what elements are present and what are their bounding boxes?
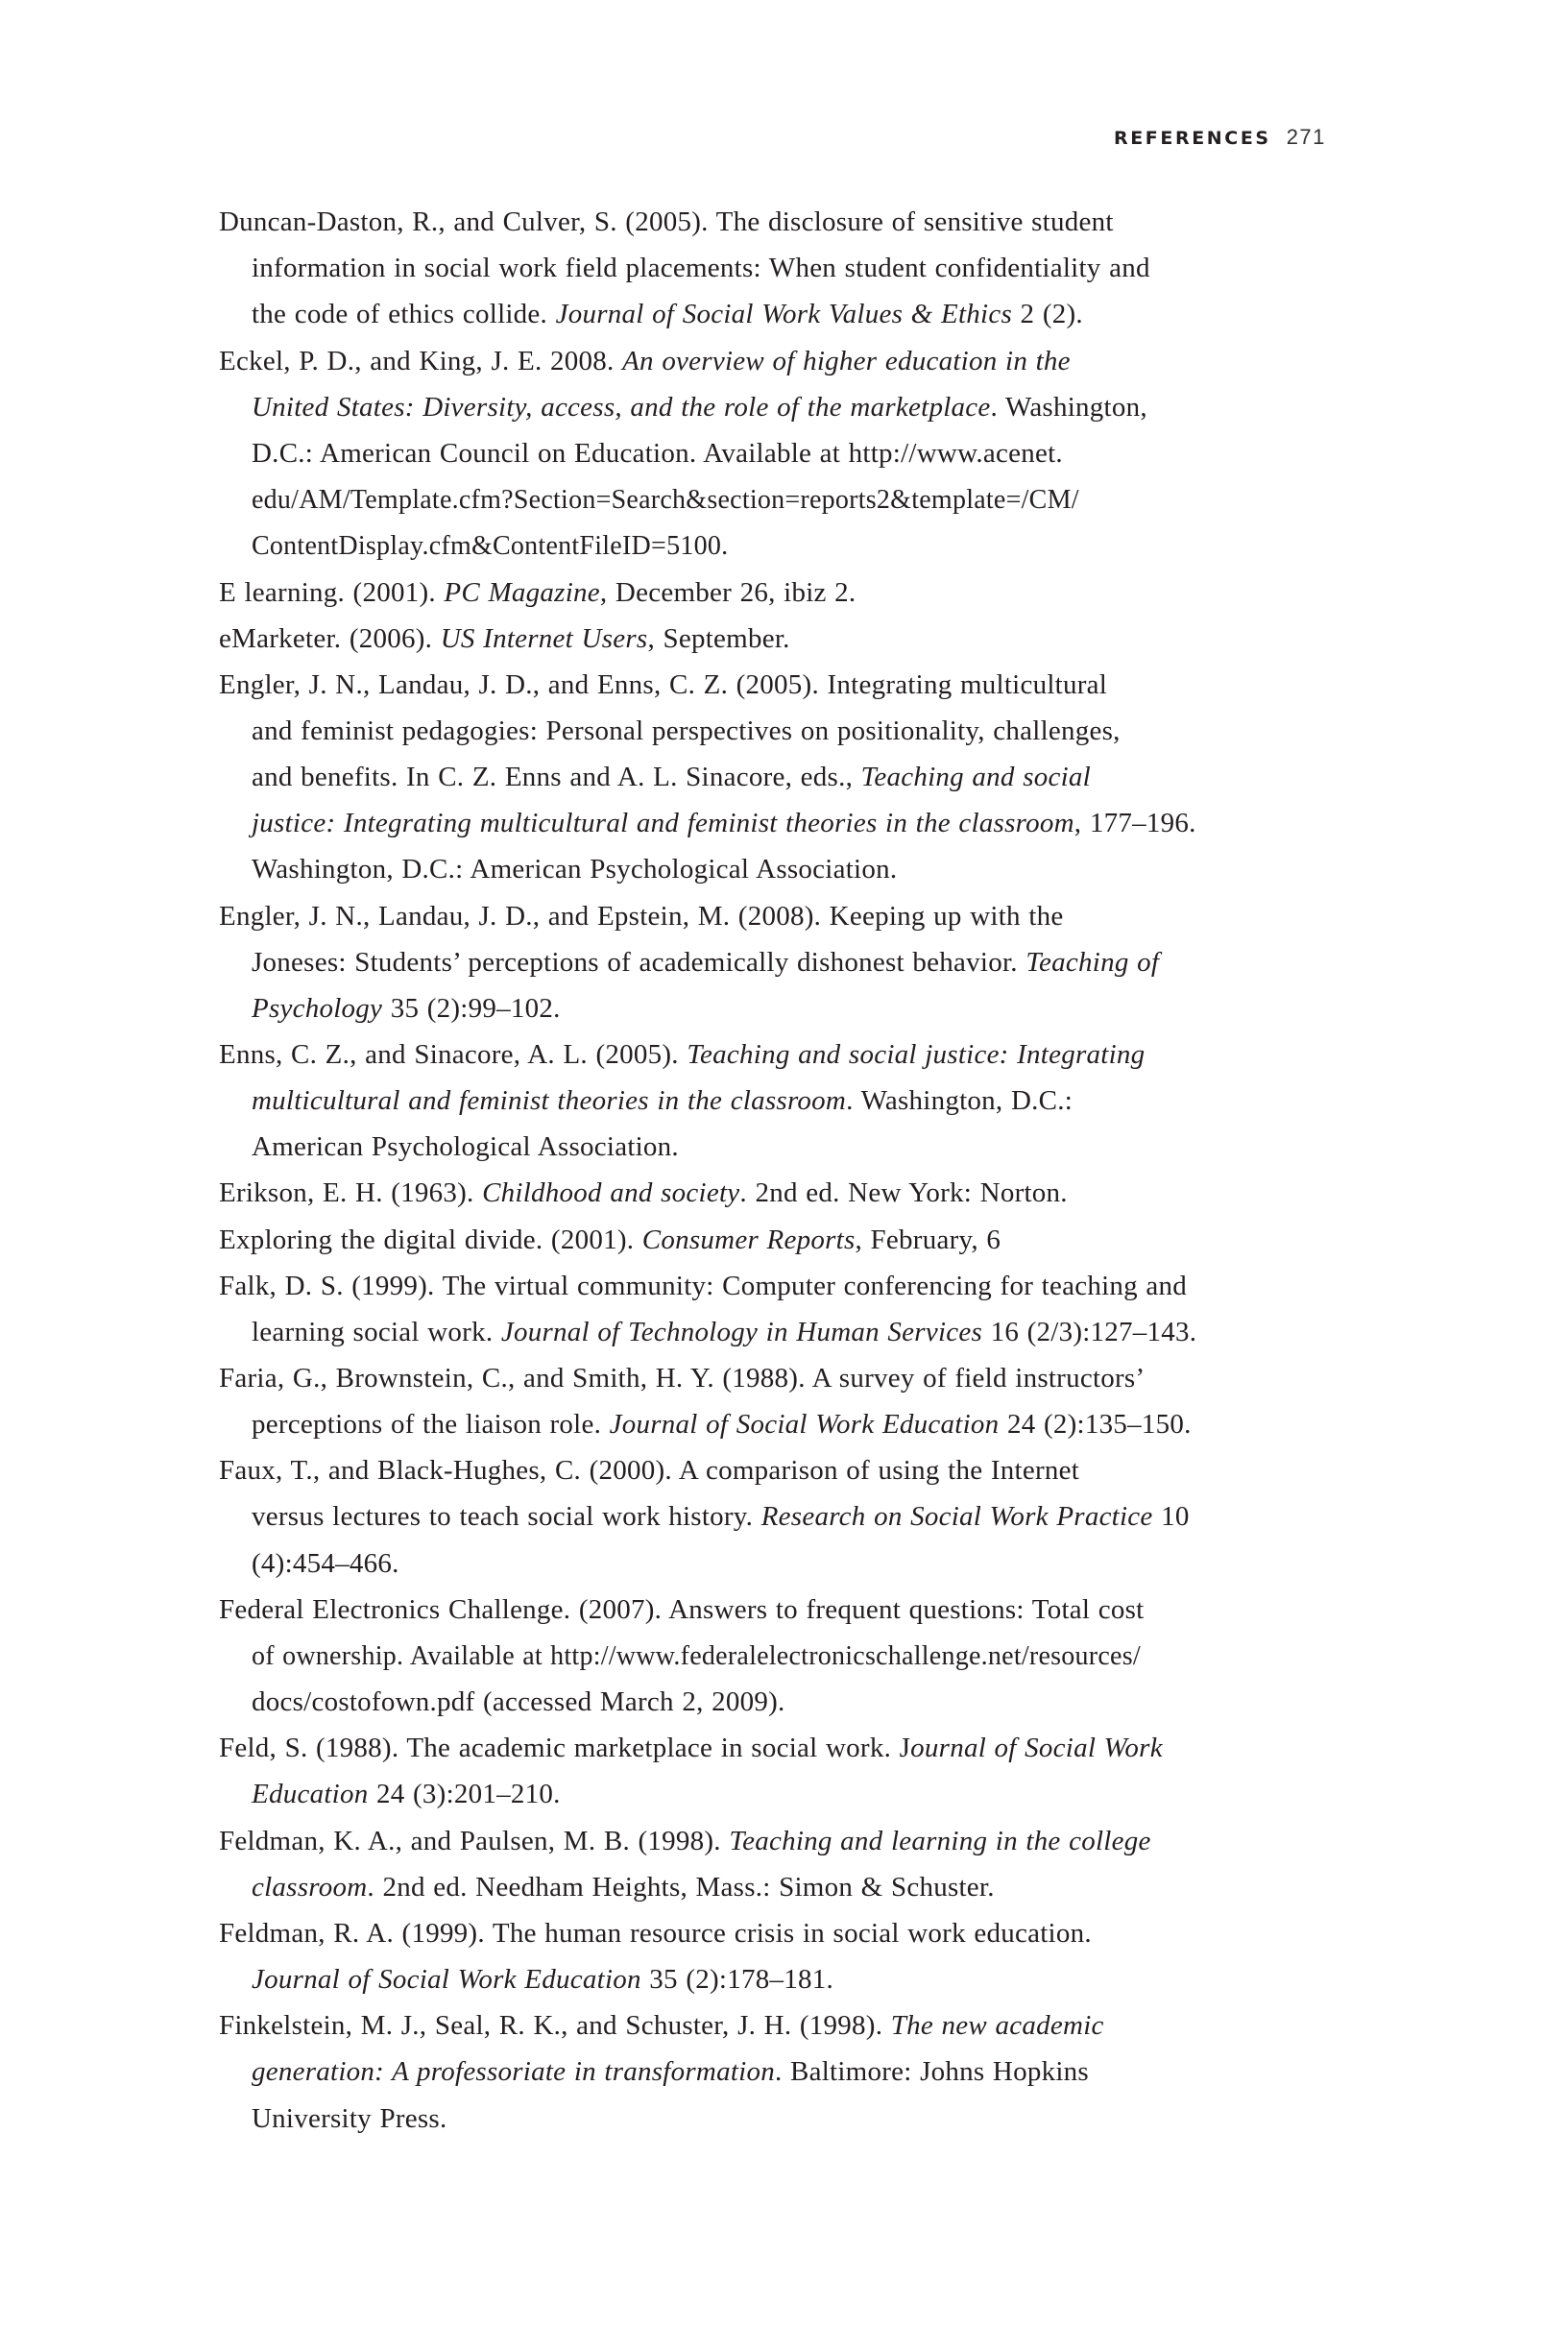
reference-line: perceptions of the liaison role. Journal of Social Work Education 24 (2):135–150. — [252, 1410, 1192, 1440]
reference-line: Erikson, E. H. (1963). Childhood and society. 2nd ed. New York: Norton. — [219, 1178, 1068, 1208]
reference-line: Education 24 (3):201–210. — [252, 1780, 561, 1809]
reference-line: Faux, T., and Black-Hughes, C. (2000). A comparison of using the Internet — [219, 1456, 1080, 1486]
reference-line: information in social work field placements: When student confidentiality and — [252, 254, 1150, 283]
journal-title: Education — [252, 1780, 369, 1809]
reference-line — [252, 523, 728, 570]
reference-line: Federal Electronics Challenge. (2007). Answers to frequent questions: Total cost — [219, 1595, 1145, 1625]
reference-line: (4):454–466. — [252, 1549, 399, 1579]
reference-line: Falk, D. S. (1999). The virtual community: Computer conferencing for teaching and — [219, 1272, 1188, 1301]
book-title: The new academic — [890, 2011, 1104, 2041]
url-text: ContentDisplay.cfm&ContentFileID=5100. — [252, 531, 729, 561]
reference-line: American Psychological Association. — [252, 1132, 679, 1162]
journal-title: ournal of Social Work — [910, 1734, 1163, 1763]
reference-line: Feldman, K. A., and Paulsen, M. B. (1998). Teaching and learning in the college — [219, 1827, 1151, 1856]
reference-line — [252, 431, 1063, 477]
book-title: generation: A professoriate in transformation — [252, 2057, 775, 2087]
book-title: classroom — [252, 1873, 368, 1903]
journal-title: Psychology — [252, 994, 383, 1024]
reference-line — [252, 477, 1079, 523]
reference-line: Journal of Social Work Education 35 (2):178–181. — [252, 1965, 833, 1995]
reference-line: docs/costofown.pdf (accessed March 2, 2009). — [252, 1687, 785, 1717]
reference-line: Exploring the digital divide. (2001). Consumer Reports, February, 6 — [219, 1225, 1001, 1255]
reference-line: Psychology 35 (2):99–102. — [252, 994, 561, 1024]
reference-line: Faria, G., Brownstein, C., and Smith, H. Y. (1988). A survey of field instructors’ — [219, 1364, 1146, 1394]
book-title: Teaching and learning in the college — [729, 1827, 1151, 1856]
reference-line: the code of ethics collide. Journal of Social Work Values & Ethics 2 (2). — [252, 300, 1083, 329]
reference-line: and feminist pedagogies: Personal perspectives on positionality, challenges, — [252, 716, 1121, 746]
reference-line: Finkelstein, M. J., Seal, R. K., and Schuster, J. H. (1998). The new academic — [219, 2011, 1104, 2041]
journal-title: Journal of Social Work Education — [609, 1410, 1000, 1440]
reference-line: Washington, D.C.: American Psychological Association. — [252, 855, 898, 885]
reference-line: learning social work. Journal of Technology in Human Services 16 (2/3):127–143. — [252, 1318, 1197, 1347]
reference-line: University Press. — [252, 2104, 447, 2134]
reference-line: Eckel, P. D., and King, J. E. 2008. An overview of higher education in the — [219, 347, 1071, 376]
reference-line: E learning. (2001). PC Magazine, December 26, ibiz 2. — [219, 578, 856, 608]
book-title: Teaching and social — [860, 763, 1091, 792]
reference-line: generation: A professoriate in transformation. Baltimore: Johns Hopkins — [252, 2057, 1089, 2087]
book-title: justice: Integrating multicultural and feminist theories in the classroom — [252, 809, 1074, 838]
reference-line: justice: Integrating multicultural and feminist theories in the classroom, 177–196. — [252, 809, 1196, 838]
book-title: Childhood and society — [482, 1178, 740, 1208]
book-title: United States: Diversity, access, and the role of the marketplace — [252, 393, 991, 423]
reference-line: classroom. 2nd ed. Needham Heights, Mass.: Simon & Schuster. — [252, 1873, 995, 1903]
reference-line: eMarketer. (2006). US Internet Users, September. — [219, 624, 790, 654]
reference-line: Joneses: Students’ perceptions of academically dishonest behavior. Teaching of — [252, 948, 1160, 978]
journal-title: Teaching of — [1025, 948, 1160, 978]
journal-title: Journal of Social Work Values & Ethics — [555, 300, 1013, 329]
url-text: D.C.: American Council on Education. Available at http://www.acenet. — [252, 439, 1063, 469]
reference-line: Engler, J. N., Landau, J. D., and Epstein, M. (2008). Keeping up with the — [219, 902, 1064, 932]
report-title: US Internet Users — [440, 624, 648, 654]
book-title: multicultural and feminist theories in the classroom — [252, 1086, 847, 1116]
reference-line: versus lectures to teach social work history. Research on Social Work Practice 10 — [252, 1502, 1190, 1532]
url-text: edu/AM/Template.cfm?Section=Search&section=reports2&template=/CM/ — [252, 485, 1079, 515]
reference-line: United States: Diversity, access, and the role of the marketplace. Washington, — [252, 393, 1147, 423]
book-title: Teaching and social justice: Integrating — [687, 1040, 1146, 1070]
book-title: An overview of higher education in the — [622, 347, 1071, 376]
reference-line: and benefits. In C. Z. Enns and A. L. Sinacore, eds., Teaching and social — [252, 763, 1091, 792]
reference-line: Enns, C. Z., and Sinacore, A. L. (2005). Teaching and social justice: Integrating — [219, 1040, 1146, 1070]
page-number: 271 — [1286, 125, 1326, 149]
url-text: of ownership. Available at http://www.federalelectronicschallenge.net/resources/ — [252, 1641, 1141, 1671]
reference-line: Feldman, R. A. (1999). The human resource crisis in social work education. — [219, 1919, 1092, 1949]
magazine-title: PC Magazine — [444, 578, 600, 608]
reference-line: Engler, J. N., Landau, J. D., and Enns, C. Z. (2005). Integrating multicultural — [219, 670, 1108, 700]
journal-title: Journal of Technology in Human Services — [500, 1318, 983, 1347]
journal-title: Research on Social Work Practice — [760, 1502, 1153, 1532]
reference-line: Duncan-Daston, R., and Culver, S. (2005). The disclosure of sensitive student — [219, 207, 1114, 237]
reference-line: multicultural and feminist theories in the classroom. Washington, D.C.: — [252, 1086, 1073, 1116]
journal-title: Journal of Social Work Education — [252, 1965, 641, 1995]
reference-line: Feld, S. (1988). The academic marketplace in social work. Journal of Social Work — [219, 1734, 1163, 1763]
magazine-title: Consumer Reports — [641, 1225, 856, 1255]
reference-line — [252, 1634, 1141, 1680]
running-head — [1114, 125, 1354, 154]
section-title: REFERENCES — [1114, 128, 1271, 149]
